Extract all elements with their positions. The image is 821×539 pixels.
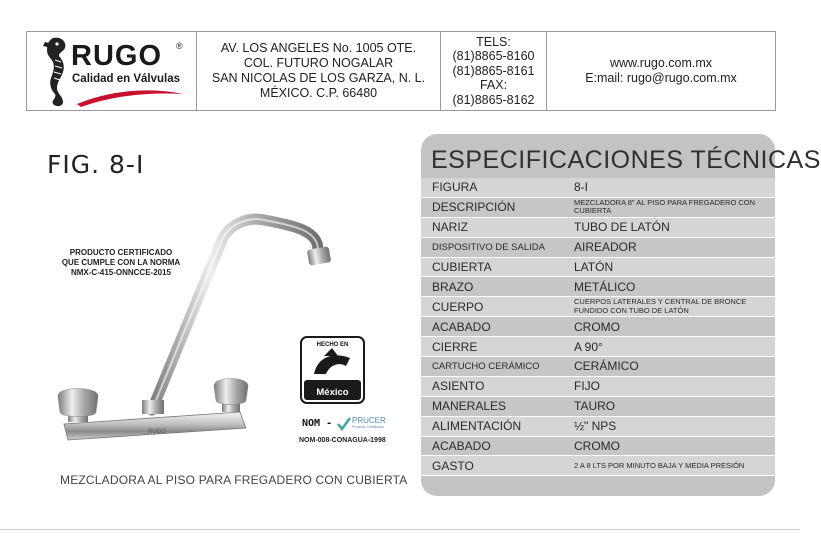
spec-value: LATÓN	[574, 260, 614, 274]
spec-label: BRAZO	[432, 279, 474, 294]
prucer-subtitle: Producto Certificado	[352, 425, 384, 429]
spec-row	[421, 178, 775, 198]
spec-row	[421, 437, 775, 457]
spec-label: ALIMENTACIÓN	[432, 419, 522, 434]
address-line: COL. FUTURO NOGALAR	[243, 56, 394, 70]
spec-label: FIGURA	[432, 180, 478, 195]
faucet-brand-label: RUGO	[148, 429, 166, 435]
spec-value: AIREADOR	[574, 240, 637, 255]
specifications-table	[421, 178, 775, 476]
red-swoosh-icon	[75, 88, 185, 108]
address-line: MÉXICO. C.P. 66480	[259, 86, 378, 100]
spec-value: ½" NPS	[574, 419, 617, 434]
spec-value: 8-I	[574, 180, 589, 195]
spec-row	[421, 238, 775, 258]
spec-value: A 90°	[574, 339, 603, 354]
faucet-illustration	[50, 200, 350, 450]
specifications-title: ESPECIFICACIONES TÉCNICAS	[431, 146, 821, 174]
tels-label: TELS:	[476, 34, 511, 49]
spec-label: ACABADO	[432, 319, 491, 334]
badge-bottom-text: México	[316, 387, 349, 398]
spec-value: 2 A 8 LTS POR MINUTO BAJA Y MEDIA PRESIÓN	[574, 460, 745, 470]
spec-label: DESCRIPCIÓN	[432, 200, 516, 215]
spec-row	[421, 277, 775, 297]
spec-value: TUBO DE LATÓN	[574, 220, 670, 235]
nom-logo: NOM -	[302, 418, 333, 429]
brand-tagline: Calidad en Válvulas	[72, 73, 181, 85]
check-icon	[336, 416, 352, 432]
spec-value: CROMO	[574, 439, 620, 454]
website-link[interactable]: www.rugo.com.mx	[609, 56, 713, 70]
spec-row	[421, 417, 775, 437]
address-line: AV. LOS ANGELES No. 1005 OTE.	[220, 41, 417, 55]
spec-row	[421, 297, 775, 317]
spec-label: MANERALES	[432, 399, 507, 414]
spec-value: FIJO	[574, 379, 600, 394]
address-block	[197, 32, 441, 110]
spec-row	[421, 357, 775, 377]
address-line: SAN NICOLAS DE LOS GARZA, N. L.	[211, 71, 426, 85]
spec-label: CUERPO	[432, 299, 484, 314]
specifications-panel	[421, 134, 821, 496]
cert-line: NMX-C-415-ONNCCE-2015	[70, 268, 172, 277]
phone-block	[441, 32, 547, 110]
phone-number: (81)8865-8160	[452, 49, 535, 64]
figure-title: FIG. 8-I	[47, 150, 145, 179]
spec-value: TAURO	[574, 399, 616, 414]
spec-label: ASIENTO	[432, 379, 485, 394]
spec-label: CUBIERTA	[432, 260, 492, 274]
phone-number: (81)8865-8161	[452, 63, 535, 78]
spec-row	[421, 337, 775, 357]
spec-row	[421, 258, 775, 278]
registered-mark: ®	[176, 41, 183, 51]
spec-row	[421, 198, 775, 218]
spec-row	[421, 218, 775, 238]
spec-value: CUERPOS LATERALES Y CENTRAL DE BRONCE FUNDIDO CON TUBO DE LATÓN	[574, 297, 747, 315]
spec-row	[421, 377, 775, 397]
spec-row	[421, 317, 775, 337]
spec-label: GASTO	[432, 458, 474, 473]
spec-value: CERÁMICO	[574, 359, 639, 374]
spec-row	[421, 456, 775, 476]
spec-value: METÁLICO	[574, 279, 636, 294]
product-caption: MEZCLADORA AL PISO PARA FREGADERO CON CUBIERTA	[60, 473, 408, 487]
fax-label: FAX:	[479, 78, 508, 93]
spec-label: CARTUCHO CERÁMICO	[432, 360, 540, 372]
spec-value: MEZCLADORA 8" AL PISO PARA FREGADERO CON CUBIERTA	[574, 197, 756, 216]
email-link[interactable]: E:mail: rugo@rugo.com.mx	[585, 71, 737, 85]
nom-standard: NOM-008-CONAGUA-1998	[299, 437, 386, 444]
logo-cell	[27, 32, 197, 110]
cert-line: QUE CUMPLE CON LA NORMA	[61, 258, 181, 267]
spec-label: ACABADO	[432, 439, 491, 454]
brand-name: RUGO	[71, 40, 162, 72]
spec-row	[421, 397, 775, 417]
seahorse-logo-icon	[33, 34, 73, 110]
fax-number: (81)8865-8162	[452, 92, 535, 107]
bottom-divider	[0, 529, 800, 530]
spec-label: NARIZ	[432, 220, 468, 235]
letterhead	[26, 31, 776, 111]
badge-top-text: HECHO EN	[316, 342, 349, 348]
hecho-en-mexico-badge	[300, 336, 365, 404]
prucer-logo: PRUCER	[352, 416, 386, 425]
spec-value: CROMO	[574, 319, 620, 334]
web-block	[547, 32, 775, 110]
cert-line: PRODUCTO CERTIFICADO	[69, 248, 173, 257]
spec-label: CIERRE	[432, 339, 478, 354]
spec-label: DISPOSITIVO DE SALIDA	[432, 241, 545, 253]
